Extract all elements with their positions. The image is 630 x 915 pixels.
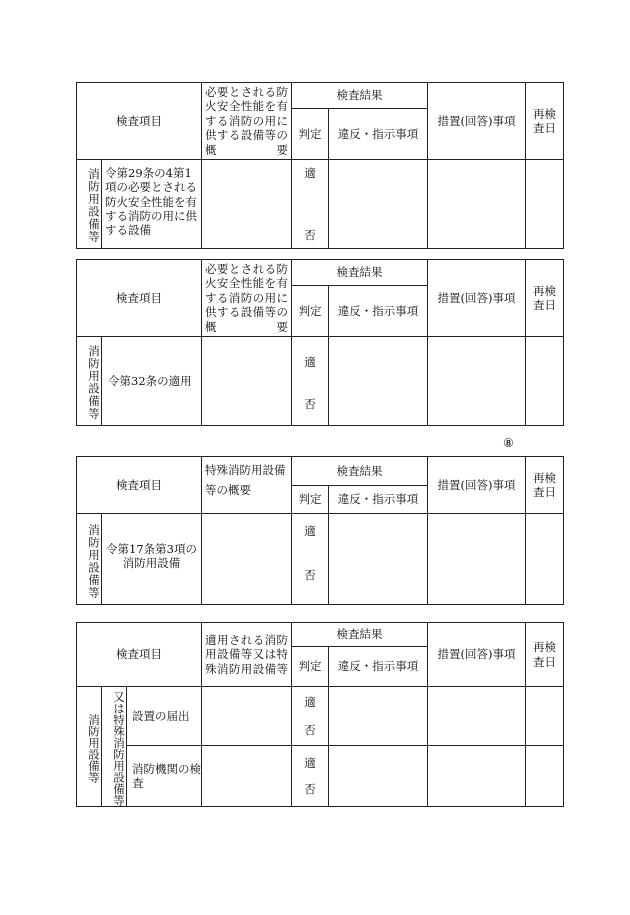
judge-fail: 否 [304, 227, 316, 242]
header-overview: 適用される消防用設備等又は特殊消防用設備等 [205, 632, 289, 676]
header-recheck: 再検査日 [526, 623, 564, 687]
judge-fail: 否 [304, 567, 316, 582]
violation-cell[interactable] [329, 745, 428, 806]
header-violation: 違反・指示事項 [329, 285, 428, 336]
measure-cell[interactable] [428, 336, 526, 425]
header-overview: 必要とされる防火安全性能を有する消防の用に供する設備等の概要 [205, 85, 288, 157]
overview-cell[interactable] [202, 336, 292, 425]
overview-cell[interactable] [202, 514, 292, 605]
judge-fail: 否 [304, 722, 316, 737]
overview-cell[interactable] [202, 159, 292, 248]
recheck-cell[interactable] [526, 159, 564, 248]
judge-pass: 適 [304, 165, 316, 180]
judge-cell[interactable] [292, 160, 328, 248]
header-violation: 違反・指示事項 [329, 647, 428, 687]
header-judge: 判定 [292, 647, 329, 687]
violation-cell[interactable] [329, 336, 428, 425]
header-judge: 判定 [292, 108, 329, 159]
header-item: 検査項目 [77, 457, 202, 514]
item-text: 設置の届出 [132, 708, 190, 723]
measure-cell[interactable] [428, 745, 526, 806]
header-item: 検査項目 [77, 83, 202, 160]
header-judge: 判定 [292, 285, 329, 336]
header-overview: 特殊消防用設備等の概要 [205, 463, 286, 497]
judge-fail: 否 [304, 781, 316, 796]
judge-fail: 否 [304, 396, 316, 411]
category-label: 消防用設備等 [77, 336, 102, 425]
item-text: 消防機関の検査 [132, 761, 201, 790]
item-text: 令第29条の4第1項の必要とされる防火安全性能を有する消防の用に供する設備 [105, 165, 197, 238]
header-violation: 違反・指示事項 [329, 108, 428, 159]
header-judge: 判定 [292, 486, 329, 514]
header-item: 検査項目 [77, 260, 202, 337]
header-recheck: 再検査日 [526, 260, 564, 337]
violation-cell[interactable] [329, 687, 428, 746]
category-label: 消防用設備等 [77, 514, 102, 605]
header-result: 検査結果 [292, 83, 428, 109]
recheck-cell[interactable] [526, 687, 564, 746]
header-violation: 違反・指示事項 [329, 486, 428, 514]
page-number: ⑧ [503, 436, 514, 450]
judge-cell[interactable] [292, 751, 328, 801]
category-label: 消防用設備等 [77, 159, 102, 248]
violation-cell[interactable] [329, 514, 428, 605]
header-result: 検査結果 [292, 260, 428, 286]
item-text: 令第17条第3項の消防用設備 [106, 542, 197, 571]
recheck-cell[interactable] [526, 514, 564, 605]
judge-cell[interactable] [292, 337, 328, 425]
inspection-table-4 [76, 622, 564, 807]
header-result: 検査結果 [292, 623, 428, 647]
category-label-alt: 又は特殊消防用設備等 [102, 687, 127, 807]
inspection-table-2 [76, 259, 564, 426]
inspection-table-1 [76, 82, 564, 249]
judge-cell[interactable] [292, 514, 328, 604]
overview-cell[interactable] [202, 745, 292, 806]
measure-cell[interactable] [428, 687, 526, 746]
header-measure: 措置(回答)事項 [428, 457, 526, 514]
recheck-cell[interactable] [526, 336, 564, 425]
measure-cell[interactable] [428, 159, 526, 248]
header-result: 検査結果 [292, 457, 428, 486]
inspection-table-3 [76, 456, 564, 605]
judge-pass: 適 [304, 524, 316, 538]
header-recheck: 再検査日 [526, 457, 564, 514]
recheck-cell[interactable] [526, 745, 564, 806]
header-overview: 必要とされる防火安全性能を有する消防の用に供する設備等の概要 [205, 262, 288, 334]
header-measure: 措置(回答)事項 [428, 260, 526, 337]
category-label: 消防用設備等 [77, 687, 102, 807]
judge-pass: 適 [304, 694, 316, 709]
judge-cell[interactable] [292, 692, 328, 740]
header-measure: 措置(回答)事項 [428, 83, 526, 160]
header-item: 検査項目 [77, 623, 202, 687]
measure-cell[interactable] [428, 514, 526, 605]
header-recheck: 再検査日 [526, 83, 564, 160]
item-text: 令第32条の適用 [108, 373, 192, 388]
header-measure: 措置(回答)事項 [428, 623, 526, 687]
violation-cell[interactable] [329, 159, 428, 248]
overview-cell[interactable] [202, 687, 292, 746]
judge-pass: 適 [304, 354, 316, 369]
judge-pass: 適 [304, 755, 316, 770]
